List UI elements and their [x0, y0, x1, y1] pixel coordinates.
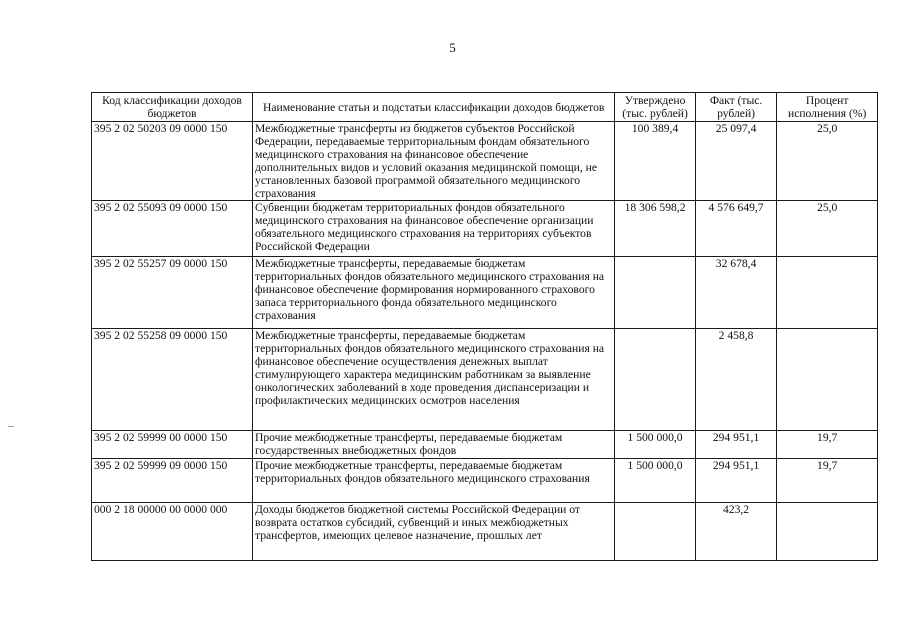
row-code: 395 2 02 59999 09 0000 150	[92, 459, 253, 503]
row-fact: 32 678,4	[695, 257, 777, 329]
row-fact: 2 458,8	[695, 329, 777, 431]
table-row	[92, 201, 878, 257]
row-name: Межбюджетные трансферты, передаваемые бюджетам территориальных фондов обязательного медицинского страхования на финансовое обеспечение осуществления денежных выплат стимулирующего характера медицинским работникам за выявление онкологических заболеваний в ходе проведения диспансеризации и профилактических медицинских осмотров населения	[253, 329, 615, 431]
row-approved	[615, 503, 696, 561]
table-row	[92, 329, 878, 431]
row-fact: 4 576 649,7	[695, 201, 777, 257]
header-code: Код классификации доходов бюджетов	[92, 93, 253, 122]
row-approved: 1 500 000,0	[615, 431, 696, 459]
row-fact: 294 951,1	[695, 431, 777, 459]
table-row	[92, 503, 878, 561]
header-approved: Утверждено (тыс. рублей)	[615, 93, 696, 122]
row-name: Межбюджетные трансферты из бюджетов субъектов Российской Федерации, передаваемые территориальным фондам обязательного медицинского страхования на финансовое обеспечение дополнительных видов и условий оказания медицинской помощи, не установленных базовой программой обязательного медицинского страхования	[253, 122, 615, 201]
row-code: 000 2 18 00000 00 0000 000	[92, 503, 253, 561]
row-approved	[615, 329, 696, 431]
page-number: 5	[449, 40, 456, 55]
row-code: 395 2 02 55257 09 0000 150	[92, 257, 253, 329]
row-percent: 19,7	[777, 431, 878, 459]
row-name: Прочие межбюджетные трансферты, передаваемые бюджетам государственных внебюджетных фондов	[253, 431, 615, 459]
row-approved	[615, 257, 696, 329]
row-percent	[777, 329, 878, 431]
row-name: Субвенции бюджетам территориальных фондов обязательного медицинского страхования на финансовое обеспечение организации обязательного медицинского страхования на территориях субъектов Российской Федерации	[253, 201, 615, 257]
row-code: 395 2 02 55258 09 0000 150	[92, 329, 253, 431]
table-header-row	[92, 93, 878, 122]
table-row	[92, 122, 878, 201]
row-code: 395 2 02 50203 09 0000 150	[92, 122, 253, 201]
row-approved: 100 389,4	[615, 122, 696, 201]
row-fact: 25 097,4	[695, 122, 777, 201]
row-percent: 25,0	[777, 122, 878, 201]
row-code: 395 2 02 59999 00 0000 150	[92, 431, 253, 459]
header-percent: Процент исполнения (%)	[777, 93, 878, 122]
row-fact: 423,2	[695, 503, 777, 561]
table-row	[92, 257, 878, 329]
budget-revenue-table	[91, 92, 878, 561]
row-code: 395 2 02 55093 09 0000 150	[92, 201, 253, 257]
row-fact: 294 951,1	[695, 459, 777, 503]
row-name: Доходы бюджетов бюджетной системы Российской Федерации от возврата остатков субсидий, субвенций и иных межбюджетных трансфертов, имеющих целевое назначение, прошлых лет	[253, 503, 615, 561]
row-percent: 25,0	[777, 201, 878, 257]
header-name: Наименование статьи и подстатьи классификации доходов бюджетов	[253, 93, 615, 122]
row-percent: 19,7	[777, 459, 878, 503]
row-approved: 18 306 598,2	[615, 201, 696, 257]
row-approved: 1 500 000,0	[615, 459, 696, 503]
row-name: Прочие межбюджетные трансферты, передаваемые бюджетам территориальных фондов обязательного медицинского страхования	[253, 459, 615, 503]
margin-mark	[8, 426, 14, 427]
header-fact: Факт (тыс. рублей)	[695, 93, 777, 122]
row-percent	[777, 257, 878, 329]
table-row	[92, 431, 878, 459]
row-name: Межбюджетные трансферты, передаваемые бюджетам территориальных фондов обязательного медицинского страхования на финансовое обеспечение формирования нормированного страхового запаса территориального фонда обязательного медицинского страхования	[253, 257, 615, 329]
row-percent	[777, 503, 878, 561]
table-row	[92, 459, 878, 503]
